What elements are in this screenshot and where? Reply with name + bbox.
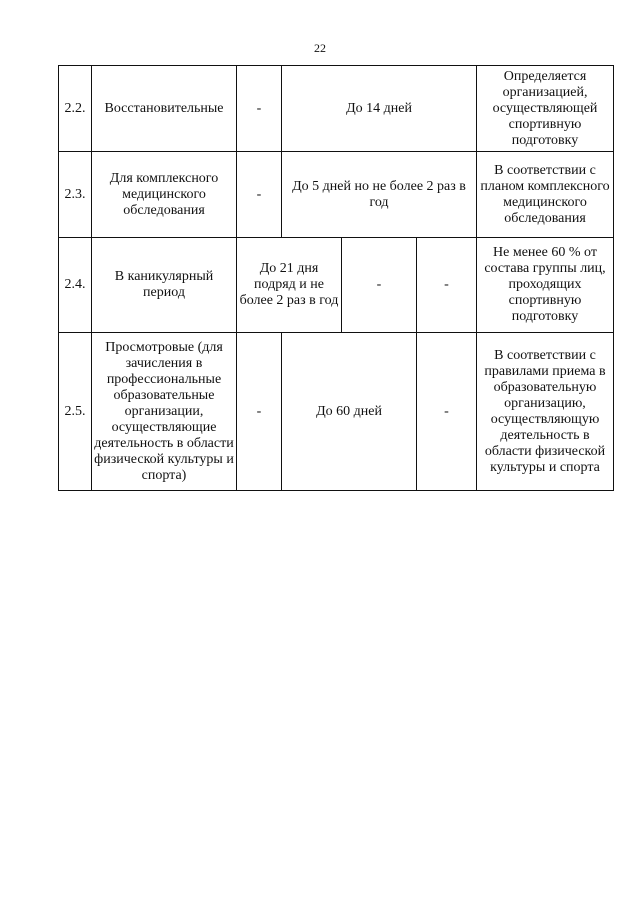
table-row [59,333,614,491]
camp-type: Восстановительные [92,66,237,152]
cell-value: - [417,333,477,491]
row-number: 2.3. [59,152,92,238]
cell-value: - [342,238,417,333]
page-number: 22 [314,41,326,55]
row-number: 2.2. [59,66,92,152]
cell-condition: В соответствии с правилами приема в образовательную организацию, осуществляющую деятельность в области физической культуры и спорта [477,333,614,491]
cell-value: - [237,66,282,152]
cell-condition: Не менее 60 % от состава группы лиц, проходящих спортивную подготовку [477,238,614,333]
cell-value: - [237,152,282,238]
camp-type: В каникулярный период [92,238,237,333]
cell-value: - [237,333,282,491]
table-row [59,152,614,238]
cell-duration: До 60 дней [282,333,417,491]
training-camps-table [58,65,614,491]
cell-condition: В соответствии с планом комплексного медицинского обследования [477,152,614,238]
row-number: 2.5. [59,333,92,491]
table-row [59,66,614,152]
cell-duration: До 14 дней [282,66,477,152]
camp-type: Просмотровые (для зачисления в профессиональные образовательные организации, осуществляющие деятельность в области физической культуры и спорта) [92,333,237,491]
table-row [59,238,614,333]
cell-duration: До 21 дня подряд и не более 2 раз в год [237,238,342,333]
camp-type: Для комплексного медицинского обследования [92,152,237,238]
cell-duration: До 5 дней но не более 2 раз в год [282,152,477,238]
cell-value: - [417,238,477,333]
row-number: 2.4. [59,238,92,333]
cell-condition: Определяется организацией, осуществляющей спортивную подготовку [477,66,614,152]
